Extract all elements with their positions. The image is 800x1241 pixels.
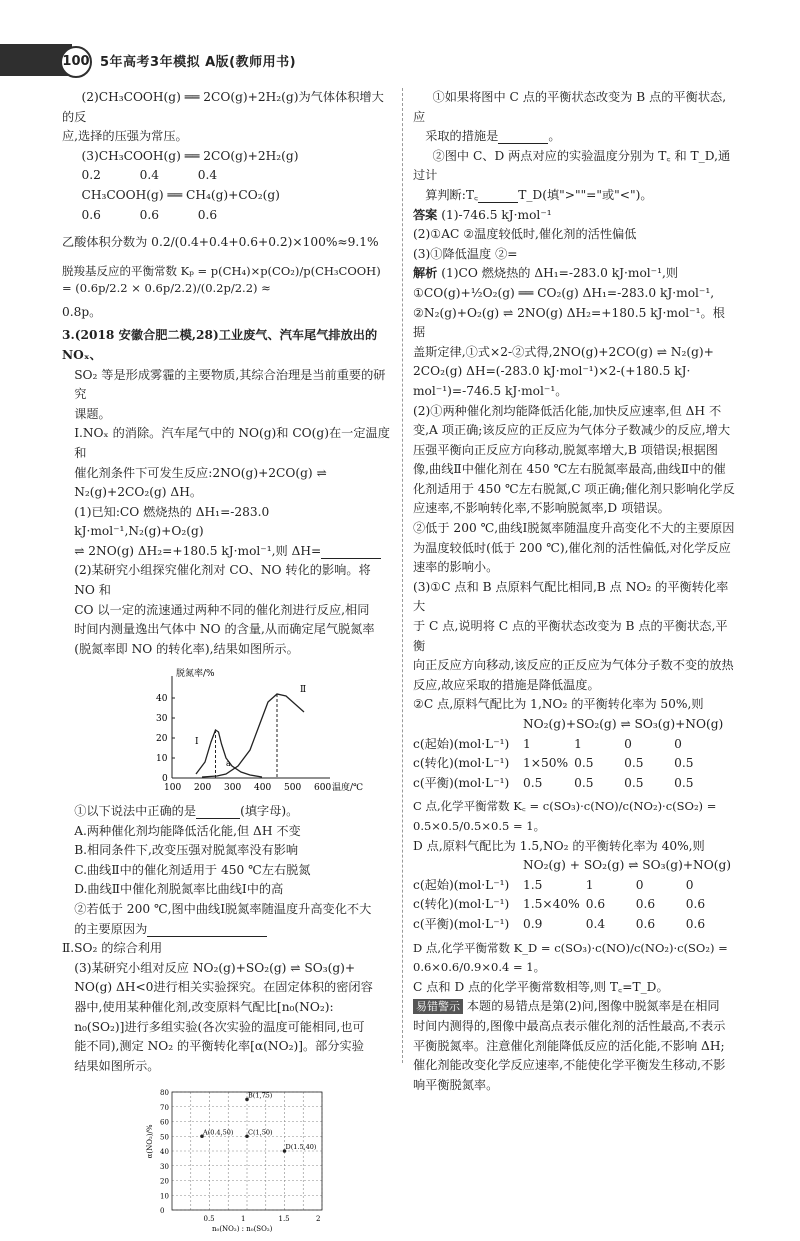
x-tick-label: 300 [224,783,242,794]
answer-blank[interactable] [321,544,381,559]
text-line: 器中,使用某种催化剂,改变原料气配比[n₀(NO₂): [74,999,334,1014]
y-axis-label: 脱氮率/% [176,669,215,680]
d-point-table [413,876,736,935]
answer-blank[interactable] [478,188,518,203]
text-span: 采取的措施是 [425,129,499,144]
text-line: (2)①两种催化剂均能降低活化能,加快反应速率,但 ΔH 不 [413,403,722,418]
x-axis-label: n₀(NO₂) : n₀(SO₂) [212,1225,273,1233]
table-cell: c(起始)(mol·L⁻¹) [413,736,510,751]
text-line: 变,A 项正确;该反应的正反应为气体分子数减少的反应,增大 [413,423,731,438]
text-line: ②C 点,原料气配比为 1,NO₂ 的平衡转化率为 50%,则 [413,697,704,712]
text-span: ⇌ 2NO(g) ΔH₂=+180.5 kJ·mol⁻¹,则 ΔH= [74,543,322,558]
text-span: 的主要原因为 [74,921,148,936]
text-line: (2)①AC ②温度较低时,催化剂的活性偏低 [413,227,637,242]
c-point-table [413,735,724,794]
text-line: 0.2 0.4 0.4 [81,168,218,183]
table-row [413,774,724,794]
table-cell: 0 [635,877,644,892]
text-line: 反应,故应采取的措施是降低温度。 [413,677,600,692]
table-cell: 0 [674,736,682,751]
table-cell: 0.5 [674,775,694,790]
table-cell: 0.5 [574,756,594,771]
text-line: CO 以一定的流速通过两种不同的催化剂进行反应,相同 [74,602,370,617]
data-point-label: A(0.4,50) [203,1128,234,1137]
y-axis-label: α(NO₂)/% [146,1124,154,1159]
table-cell: 1.5 [523,877,543,892]
text-line: 结果如图所示。 [74,1058,160,1073]
text-line: 应,选择的压强为常压。 [62,129,188,144]
text-line: ①如果将图中 C 点的平衡状态改变为 B 点的平衡状态,应 [413,90,727,124]
text-line: ②若低于 200 ℃,图中曲线Ⅰ脱氮率随温度升高变化不大 [74,902,372,916]
table-cell: 1 [585,877,594,892]
text-span: (1)-746.5 kJ·mol⁻¹ [441,207,552,222]
answer-blank[interactable] [147,922,267,937]
x-tick-label: 200 [194,783,212,794]
table-cell: c(平衡)(mol·L⁻¹) [413,775,510,790]
x-tick-label: 0.5 [203,1215,215,1224]
text-line: N₂(g)+2CO₂(g) ΔH。 [74,485,203,500]
text-line: 乙酸体积分数为 0.2/(0.4+0.4+0.6+0.2)×100%≈9.1% [62,235,379,250]
page-header [0,44,800,76]
text-span: 本题的易错点是第(2)问,图像中脱氮率是在相同 [463,999,720,1014]
text-line: (2)某研究小组探究催化剂对 CO、NO 转化的影响。将 NO 和 [74,563,371,598]
text-line: 课题。 [74,406,111,421]
text-line: D 点,原料气配比为 1.5,NO₂ 的平衡转化率为 40%,则 [413,838,705,853]
table-cell: c(平衡)(mol·L⁻¹) [413,916,510,931]
text-line: 能不同),测定 NO₂ 的平衡转化率[α(NO₂)]。部分实验 [74,1039,364,1054]
y-tick-label: 30 [156,714,168,725]
answer-line [413,206,736,226]
text-span: 算判断:T꜀ [425,187,479,202]
text-line: (脱氮率即 NO 的转化率),结果如图所示。 [74,641,299,656]
data-point-label: C(1,50) [248,1128,273,1137]
table-row [413,735,724,755]
data-point-label: D(1.5,40) [285,1143,317,1152]
option-a: A.两种催化剂均能降低活化能,但 ΔH 不变 [74,823,301,838]
text-span: (填字母)。 [240,804,299,819]
table-row [413,876,736,896]
table-cell: 0.4 [585,916,606,931]
text-line: mol⁻¹)=-746.5 kJ·mol⁻¹。 [413,383,568,398]
text-line: 速率的影响小。 [413,560,499,575]
text-line [62,802,392,822]
text-line: C 点和 D 点的化学平衡常数相等,则 T꜀=T_D。 [413,979,669,994]
y-tick-label: 60 [160,1118,169,1127]
left-column [62,88,392,1241]
text-line: 响平衡脱氮率。 [413,1077,499,1092]
text-span: (1)CO 燃烧热的 ΔH₁=-283.0 kJ·mol⁻¹,则 [441,266,679,281]
text-line [413,186,736,206]
chart2-svg [62,1080,392,1232]
text-line: 催化剂条件下可发生反应:2NO(g)+2CO(g) ⇌ [74,465,327,480]
option-c: C.曲线Ⅱ中的催化剂适用于 450 ℃左右脱氮 [74,862,311,877]
chart1-svg [62,663,392,793]
text-line: 0.8p。 [62,304,102,319]
answer-blank[interactable] [196,804,240,819]
text-line: NO(g) ΔH<0进行相关实验探究。在固定体积的密闭容 [74,980,373,995]
y-tick-label: 20 [160,1177,169,1186]
table-cell: 1.5×40% [523,897,580,912]
table-cell: 0.6 [635,916,656,931]
x-tick-label: 1.5 [278,1215,290,1224]
y-tick-label: 50 [160,1133,169,1142]
text-line: 平衡脱氮率。注意催化剂能降低反应的活化能,不影响 ΔH; [413,1038,725,1053]
table-cell: 0.6 [685,897,706,912]
y-tick-label: 30 [160,1163,169,1172]
explain-line [413,264,736,284]
text-line: D 点,化学平衡常数 K_D = c(SO₃)·c(NO)/c(NO₂)·c(SO₂) = 0.6×0.6/0.9×0.4 = 1。 [413,940,728,975]
text-line: (3)CH₃COOH(g) ══ 2CO(g)+2H₂(g) [81,148,299,163]
right-column [413,88,736,1095]
explain-label: 解析 [413,266,438,281]
x-tick-label: 400 [254,783,272,794]
text-line: ②N₂(g)+O₂(g) ⇌ 2NO(g) ΔH₂=+180.5 kJ·mol⁻¹。根据 [413,305,725,340]
table-cell: 0 [685,877,694,892]
text-line: n₀(SO₂)]进行多组实验(各次实验的温度可能相同,也可 [74,1019,365,1034]
table-cell: c(转化)(mol·L⁻¹) [413,756,510,771]
series-line-2 [202,694,304,777]
text-line: (2)CH₃COOH(g) ══ 2CO(g)+2H₂(g)为气体体积增大的反 [62,90,384,124]
x-tick-label: 500 [284,783,302,794]
table-cell: 0 [624,736,632,751]
text-line: 像,曲线Ⅱ中催化剂在 450 ℃左右脱氮率最高,曲线Ⅱ中的催 [413,462,726,477]
text-line: 0.6 0.6 0.6 [81,207,218,222]
option-b: B.相同条件下,改变压强对脱氮率没有影响 [74,843,299,858]
table-row [413,915,736,935]
option-d: D.曲线Ⅱ中催化剂脱氮率比曲线Ⅰ中的高 [74,882,284,897]
text-line: Ⅰ.NOₓ 的消除。汽车尾气中的 NO(g)和 CO(g)在一定温度和 [74,426,390,460]
text-line: 压强平衡向正反应方向移动,脱氮率增大,B 项错误;根据图 [413,442,718,457]
text-line: 催化剂能改变化学反应速率,不能使化学平衡发生移动,不影 [413,1058,726,1073]
table-cell: 0.6 [635,897,656,912]
x-axis-label: 温度/℃ [332,783,364,794]
text-line: ①CO(g)+½O₂(g) ══ CO₂(g) ΔH₁=-283.0 kJ·mol⁻¹, [413,285,715,300]
denitrification-chart [62,663,392,800]
series-label: Ⅰ [195,737,199,748]
table-cell: c(起始)(mol·L⁻¹) [413,877,510,892]
text-line: SO₂ 等是形成雾霾的主要物质,其综合治理是当前重要的研究 [74,367,386,402]
text-line: 向正反应方向移动,该反应的正反应为气体分子数不变的放热 [413,658,734,673]
y-tick-label: 70 [160,1104,169,1113]
x-tick-label: 100 [164,783,182,794]
question-heading: 3.(2018 安徽合肥二模,28)工业废气、汽车尾气排放出的 NOₓ、 [62,328,378,362]
table-cell: 1 [574,736,582,751]
text-line: ②低于 200 ℃,曲线Ⅰ脱氮率随温度升高变化不大的主要原因 [413,521,735,536]
table-row [413,754,724,774]
table-cell: 0.5 [523,775,543,790]
table-cell: 0.6 [685,916,706,931]
text-span: T_D(填">""="或"<")。 [518,187,653,202]
answer-label: 答案 [413,207,438,222]
text-line: 采取的措施是 。 [425,129,561,144]
column-divider [402,88,403,1063]
y-tick-label: 40 [160,1148,169,1157]
table-cell: 0.5 [624,775,644,790]
text-line: 时间内测得的,图像中最高点表示催化剂的活性最高,不表示 [413,1018,726,1033]
y-tick-label: 80 [160,1089,169,1098]
text-line: 盖斯定律,①式×2-②式得,2NO(g)+2CO(g) ⇌ N₂(g)+ [413,344,714,359]
y-tick-label: 20 [156,734,168,745]
text-line: ②图中 C、D 两点对应的实验温度分别为 T꜀ 和 T_D,通过计 [413,148,731,183]
y-tick-label: 10 [160,1192,169,1201]
series-line-1 [196,730,262,777]
table-cell: 0.5 [624,756,644,771]
table-cell: 1 [523,736,531,751]
y-tick-label: 0 [160,1207,165,1216]
text-line [62,542,392,562]
text-line: (3)①降低温度 ②= [413,246,518,261]
table-cell: 0.5 [674,756,694,771]
text-line: 2CO₂(g) ΔH=(-283.0 kJ·mol⁻¹)×2-(+180.5 kJ· [413,364,691,379]
text-line: (3)某研究小组对反应 NO₂(g)+SO₂(g) ⇌ SO₃(g)+ [74,960,356,975]
text-line: 于 C 点,说明将 C 点的平衡状态改变为 B 点的平衡状态,平衡 [413,619,728,653]
data-point-label: B(1,75) [248,1091,273,1100]
text-line: 脱羧基反应的平衡常数 Kₚ = p(CH₄)×p(CO₂)/p(CH₃COOH) = (0.6p/2.2 × 0.6p/2.2)/(0.2p/2.2) ≈ [62,263,381,295]
table-cell: 0.6 [585,897,606,912]
tip-label: 易错警示 [413,999,463,1014]
table-cell: 1×50% [523,756,569,771]
series-label: Ⅱ [300,685,307,696]
equation-line: NO₂(g)+SO₂(g) ⇌ SO₃(g)+NO(g) [523,717,724,731]
annotation-label: a [226,759,231,769]
text-line: (1)已知:CO 燃烧热的 ΔH₁=-283.0 kJ·mol⁻¹,N₂(g)+O₂(g) [74,504,270,539]
text-line: 应速率,不影响转化率,不影响脱氮率,D 项错误。 [413,501,670,516]
table-cell: c(转化)(mol·L⁻¹) [413,897,510,912]
text-line: (3)①C 点和 B 点原料气配比相同,B 点 NO₂ 的平衡转化率大 [413,579,729,614]
x-tick-label: 2 [316,1215,321,1224]
section-heading: Ⅱ.SO₂ 的综合利用 [62,941,163,956]
table-cell: 0.9 [523,916,543,931]
page-number: 100 [60,46,92,78]
book-title: 5年高考3年模拟 A版(教师用书) [100,55,297,70]
text-span: ①以下说法中正确的是 [74,804,197,819]
text-line: C 点,化学平衡常数 K꜀ = c(SO₃)·c(NO)/c(NO₂)·c(SO₂) = 0.5×0.5/0.5×0.5 = 1。 [413,799,717,833]
y-tick-label: 0 [162,774,168,785]
tip-line [413,997,736,1017]
text-line [62,920,392,940]
y-tick-label: 40 [156,694,168,705]
text-line: 化剂适用于 450 ℃左右脱氮,C 项正确;催化剂只影响化学反 [413,481,735,496]
y-tick-label: 10 [156,754,168,765]
text-line: CH₃COOH(g) ══ CH₄(g)+CO₂(g) [81,187,280,202]
equation-line: NO₂(g) + SO₂(g) ⇌ SO₃(g)+NO(g) [523,858,732,873]
table-row [413,895,736,915]
table-cell: 0.5 [574,775,594,790]
text-line: 为温度较低时(低于 200 ℃),催化剂的活性偏低,对化学反应 [413,540,731,555]
answer-blank[interactable] [498,129,548,144]
x-tick-label: 600 [314,783,332,794]
text-line: 时间内测量逸出气体中 NO 的含量,从而确定尾气脱氮率 [74,622,375,637]
x-tick-label: 1 [241,1215,246,1224]
conversion-chart [62,1080,392,1239]
